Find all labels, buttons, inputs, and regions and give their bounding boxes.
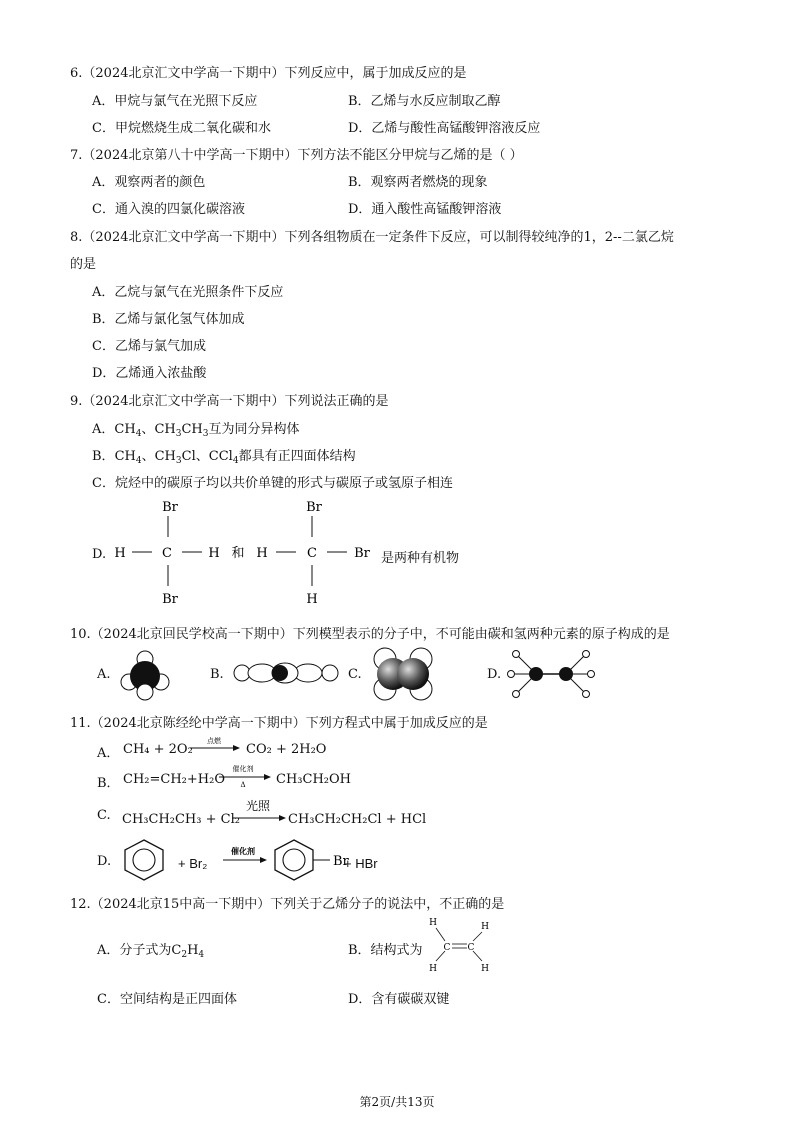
q10-stem: 10.（2024北京回民学校高一下期中）下列模型表示的分子中，不可能由碳和氢两种元素的原子构成的是 <box>70 627 670 642</box>
q11-a-arrow-icon <box>188 735 242 755</box>
svg-text:H: H <box>429 964 437 974</box>
q6-stem: 6.（2024北京汇文中学高一下期中）下列反应中，属于加成反应的是 <box>70 66 467 81</box>
left-right-atom: H <box>208 546 220 561</box>
left-center-atom: C <box>162 546 172 561</box>
q11-d-bromine: + Br₂ <box>178 856 208 871</box>
q10-option-d-label: D. <box>487 667 502 682</box>
q11-b-products: CH₃CH₂OH <box>276 772 351 787</box>
right-bottom-atom: H <box>306 592 318 607</box>
q7-stem: 7.（2024北京第八十中学高一下期中）下列方法不能区分甲烷与乙烯的是（ ） <box>70 148 523 163</box>
q7-option-d: D．通入酸性高锰酸钾溶液 <box>348 202 502 217</box>
q8-stem-line2: 的是 <box>70 257 97 272</box>
formula-ethane: $CH_3CH_3$ <box>154 422 209 439</box>
right-left-atom: H <box>256 546 268 561</box>
q11-d-bromo-substituent: Br <box>333 854 349 869</box>
q11-option-b-label: B． <box>97 776 120 791</box>
q6-option-b: B．乙烯与水反应制取乙醇 <box>348 94 501 109</box>
q9-option-d-tail: 是两种有机物 <box>381 551 460 566</box>
q11-b-condition-bottom: Δ <box>240 781 246 789</box>
q11-option-c-label: C. <box>97 808 111 823</box>
formula-ch4: $CH_4$ <box>114 422 142 439</box>
svg-text:H: H <box>481 922 489 932</box>
q8-option-c: C．乙烯与氯气加成 <box>92 339 206 354</box>
q7-option-b: B．观察两者燃烧的现象 <box>348 175 488 190</box>
q12-option-c: C．空间结构是正四面体 <box>97 992 237 1007</box>
page-number: 第2页/共13页 <box>359 1095 435 1109</box>
q11-a-reactants: CH₄ + 2O₂ <box>123 742 193 757</box>
q11-b-reactants: CH₂=CH₂+H₂O <box>123 772 225 787</box>
svg-text:H: H <box>481 964 489 974</box>
q11-d-arrow-icon <box>221 846 269 868</box>
q10-model-d-icon <box>506 648 596 700</box>
q9-option-b: B．$CH_4$、$CH_3Cl$、CCl$_4$都具有正四面体结构 <box>92 449 356 466</box>
q12-option-b-label: B．结构式为 <box>348 943 423 958</box>
q9-option-c: C．烷烃中的碳原子均以共价单键的形式与碳原子或氢原子相连 <box>92 476 453 491</box>
q12-option-a: A．分子式为$C_2H_4$ <box>97 943 205 960</box>
q8-option-d: D．乙烯通入浓盐酸 <box>92 366 207 381</box>
q6-option-d: D．乙烯与酸性高锰酸钾溶液反应 <box>348 121 541 136</box>
q11-b-arrow-icon <box>217 763 273 791</box>
q6-option-a: A．甲烷与氯气在光照下反应 <box>92 94 258 109</box>
q12-stem: 12.（2024北京15中高一下期中）下列关于乙烯分子的说法中，不正确的是 <box>70 897 505 912</box>
q8-option-b: B．乙烯与氯化氢气体加成 <box>92 312 245 327</box>
q11-option-d-label: D. <box>97 854 112 869</box>
q11-d-condition: 催化剂 <box>231 846 255 856</box>
q8-stem-line1: 8.（2024北京汇文中学高一下期中）下列各组物质在一定条件下反应，可以制得较纯净的1，2--二氯乙烷 <box>70 230 674 245</box>
q10-option-c-label: C. <box>348 667 362 682</box>
q11-c-reactants: CH₃CH₂CH₃ + Cl₂ <box>122 812 240 827</box>
svg-text:C: C <box>467 943 475 953</box>
q11-option-a-label: A． <box>97 746 120 761</box>
q11-a-products: CO₂ + 2H₂O <box>246 742 327 757</box>
formula-ch4: $CH_4$ <box>114 449 142 466</box>
q9-stem: 9.（2024北京汇文中学高一下期中）下列说法正确的是 <box>70 394 389 409</box>
q10-model-b-icon <box>230 658 345 688</box>
formula-ccl4: CCl$_4$ <box>208 449 239 466</box>
right-right-atom: Br <box>354 546 370 561</box>
q9-option-a: A．$CH_4$、$CH_3CH_3$互为同分异构体 <box>92 422 300 439</box>
q6-option-c: C．甲烷燃烧生成二氧化碳和水 <box>92 121 271 136</box>
benzene-ring-icon <box>120 837 168 883</box>
q11-c-arrow-icon <box>230 798 288 824</box>
q7-option-c: C．通入溴的四氯化碳溶液 <box>92 202 245 217</box>
svg-text:H: H <box>429 918 437 928</box>
right-top-atom: Br <box>306 500 322 515</box>
and-text: 和 <box>231 546 245 561</box>
q9-option-a-label: A． <box>92 422 115 437</box>
q10-model-a-icon <box>118 648 172 702</box>
q10-model-c-icon <box>368 645 438 703</box>
q9-option-b-label: B． <box>92 449 115 464</box>
q10-option-a-label: A. <box>97 667 111 682</box>
q11-d-hbr: + HBr <box>344 856 378 871</box>
q8-option-a: A．乙烷与氯气在光照条件下反应 <box>92 285 284 300</box>
formula-c2h4: $C_2H_4$ <box>171 943 205 960</box>
q11-a-condition: 点燃 <box>207 737 221 745</box>
formula-ch3cl: $CH_3Cl$ <box>154 449 196 466</box>
q11-b-condition-top: 催化剂 <box>232 765 254 773</box>
q7-option-a: A．观察两者的颜色 <box>92 175 206 190</box>
q9-option-d-label: D. <box>92 547 107 562</box>
q10-option-b-label: B. <box>210 667 224 682</box>
left-top-atom: Br <box>162 500 178 515</box>
q11-c-condition: 光照 <box>245 799 271 813</box>
left-left-atom: H <box>114 546 126 561</box>
left-bottom-atom: Br <box>162 592 178 607</box>
ethylene-structure-icon <box>425 913 497 977</box>
q11-c-products: CH₃CH₂CH₂Cl + HCl <box>288 812 427 827</box>
q12-option-d: D．含有碳碳双键 <box>348 992 450 1007</box>
q9-option-d-structures <box>110 495 390 610</box>
svg-text:C: C <box>443 943 451 953</box>
q11-stem: 11.（2024北京陈经纶中学高一下期中）下列方程式中属于加成反应的是 <box>70 716 488 731</box>
right-center-atom: C <box>307 546 317 561</box>
